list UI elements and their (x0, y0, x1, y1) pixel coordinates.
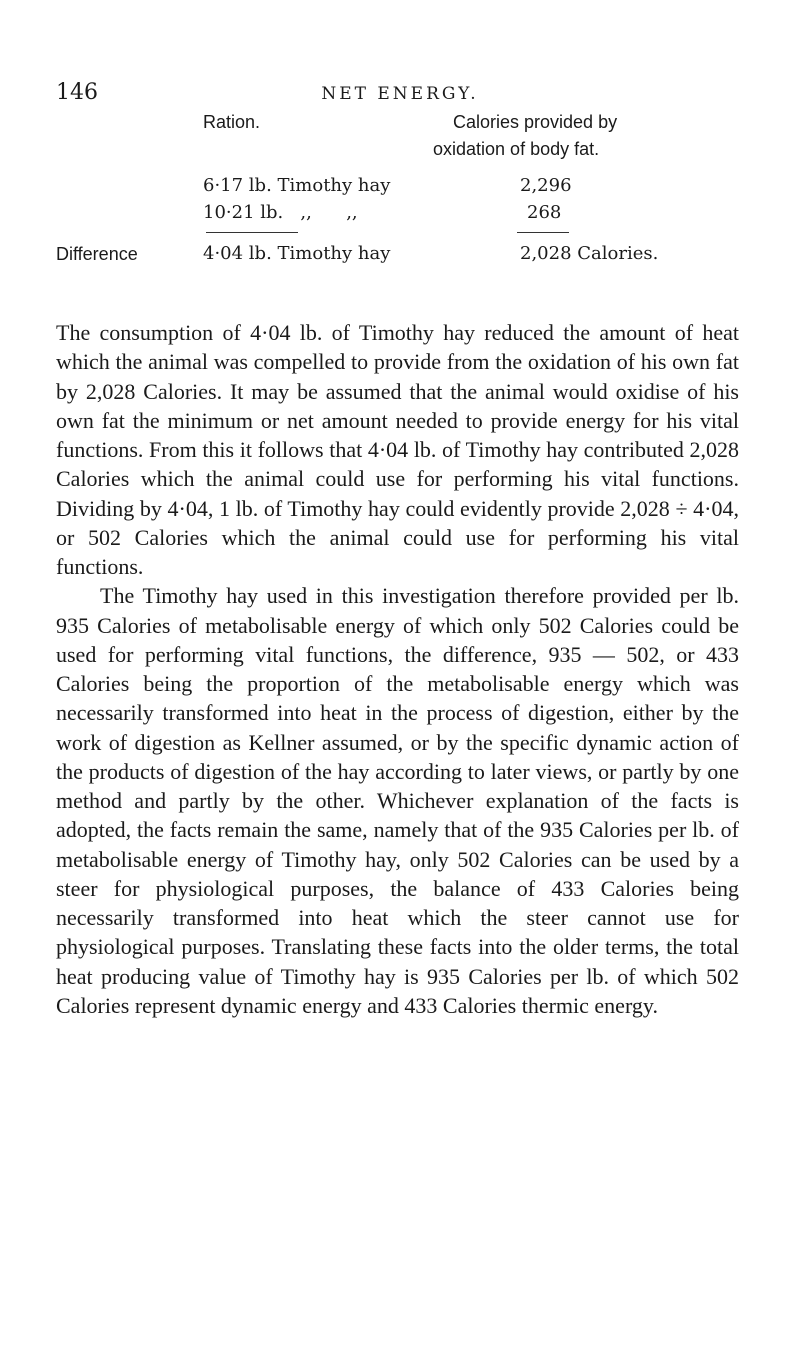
page-number: 146 (56, 80, 98, 105)
col-header-calories-line2: oxidation of body fat. (433, 139, 600, 159)
sum-rule-ration (206, 232, 298, 233)
paragraph: The consumption of 4·04 lb. of Timothy hay reduced the amount of heat which the animal was compelled to provide from the oxidation of his own fat by 2,028 Calories. It may be assumed that the animal would oxidise of his own fat the minimum or net amount needed to provide energy for his vital functions. From this it follows that 4·04 lb. of Timothy hay contributed 2,028 Calories which the animal could use for performing his vital functions. Dividing by 4·04, 1 lb. of Timothy hay could evidently provide 2,028 ÷ 4·04, or 502 Calories which the animal could use for performing his vital functions. (56, 320, 739, 579)
body-text (56, 318, 739, 1020)
row-ration: 10·21 lb. ,, ,, (203, 202, 358, 223)
difference-ration: 4·04 lb. Timothy hay (203, 243, 391, 264)
sum-rule-calories (517, 232, 569, 233)
col-header-ration: Ration. (203, 112, 261, 132)
difference-calories: 2,028 Calories. (520, 243, 659, 264)
col-header-calories-line1: Calories provided by (453, 112, 618, 132)
difference-label: Difference (56, 244, 138, 264)
row-calories: 2,296 (520, 175, 572, 196)
row-calories: 268 (527, 202, 562, 223)
row-ration: 6·17 lb. Timothy hay (203, 175, 391, 196)
running-head: NET ENERGY. (321, 84, 479, 104)
paragraph: The Timothy hay used in this investigation therefore provided per lb. 935 Calories of metabolisable energy of which only 502 Calories could be used for performing vital functions, the difference, 935 — 502, or 433 Calories being the proportion of the metabolisable energy which was necessarily transformed into heat in the process of digestion, either by the work of digestion as Kellner assumed, or by the specific dynamic action of the products of digestion of the hay according to later views, or partly by one method and partly by the other. Whichever explanation of the facts is adopted, the facts remain the same, namely that of the 935 Calories per lb. of metabolisable energy of Timothy hay, only 502 Calories can be used by a steer for physiological purposes, the balance of 433 Calories being necessarily transformed into heat which the steer cannot use for physiological purposes. Translating these facts into the older terms, the total heat producing value of Timothy hay is 935 Calories per lb. of which 502 Calories represent dynamic energy and 433 Calories thermic energy. (56, 583, 739, 1018)
